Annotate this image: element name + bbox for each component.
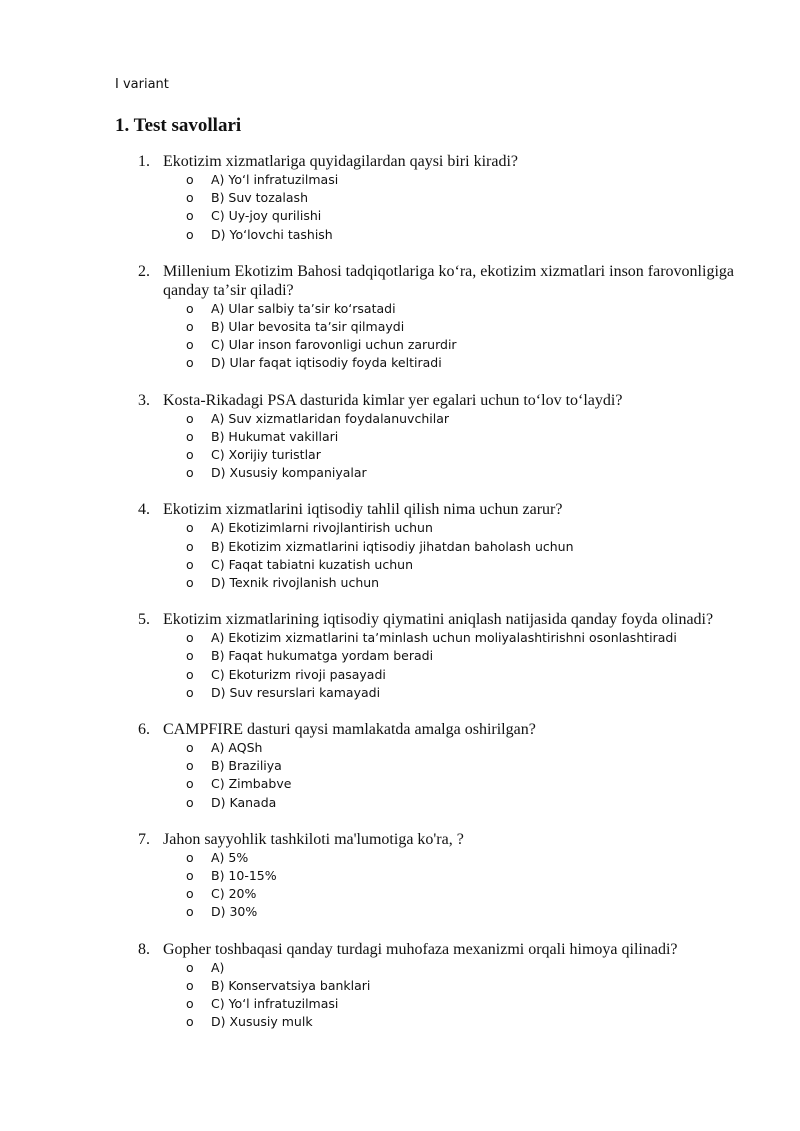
question-line: [0, 830, 800, 849]
question-item: [0, 262, 800, 373]
option-text: B) Konservatsiya banklari: [211, 977, 371, 993]
question-number: 3.: [138, 391, 150, 409]
question-item: [0, 940, 800, 1032]
option-text: B) Faqat hukumatga yordam beradi: [211, 648, 434, 664]
circle-bullet-icon: o: [186, 849, 194, 865]
question-line: [0, 152, 800, 171]
answer-option: [0, 977, 800, 995]
answer-option: [0, 995, 800, 1013]
question-list: [0, 152, 800, 1050]
answer-option: [0, 959, 800, 977]
option-text: B) Ular bevosita taʼsir qilmaydi: [211, 319, 405, 335]
option-text: D) Texnik rivojlanish uchun: [211, 575, 380, 591]
circle-bullet-icon: o: [186, 556, 194, 572]
variant-label: I variant: [115, 77, 169, 92]
question-line: [0, 500, 800, 519]
option-text: B) 10-15%: [211, 868, 277, 884]
circle-bullet-icon: o: [186, 575, 194, 591]
circle-bullet-icon: o: [186, 666, 194, 682]
question-number: 6.: [138, 721, 150, 739]
answer-option: [0, 207, 800, 225]
answer-option: [0, 446, 800, 464]
answer-option: [0, 849, 800, 867]
option-list: [0, 519, 800, 592]
answer-option: [0, 775, 800, 793]
option-text: C) Faqat tabiatni kuzatish uchun: [211, 556, 413, 572]
option-text: C) Xorijiy turistlar: [211, 447, 321, 463]
question-item: [0, 720, 800, 812]
option-text: A) Ekotizim xizmatlarini taʼminlash uchun moliyalashtirishni osonlashtiradi: [211, 630, 677, 646]
circle-bullet-icon: o: [186, 996, 194, 1012]
question-item: [0, 152, 800, 244]
answer-option: [0, 1013, 800, 1031]
circle-bullet-icon: o: [186, 868, 194, 884]
question-item: [0, 610, 800, 702]
circle-bullet-icon: o: [186, 977, 194, 993]
option-text: D) 30%: [211, 904, 258, 920]
question-number: 8.: [138, 940, 150, 958]
question-line: [0, 262, 800, 300]
question-line: [0, 940, 800, 959]
answer-option: [0, 556, 800, 574]
question-text: Jahon sayyohlik tashkiloti ma'lumotiga ko'ra, ?: [163, 830, 464, 848]
option-text: A) 5%: [211, 849, 249, 865]
answer-option: [0, 226, 800, 244]
answer-option: [0, 794, 800, 812]
option-list: [0, 739, 800, 812]
option-text: A) Suv xizmatlaridan foydalanuvchilar: [211, 410, 449, 426]
question-number: 7.: [138, 830, 150, 848]
option-text: C) Ekoturizm rivoji pasayadi: [211, 666, 386, 682]
question-number: 2.: [138, 262, 150, 280]
circle-bullet-icon: o: [186, 740, 194, 756]
question-item: [0, 500, 800, 592]
section-title: 1. Test savollari: [115, 115, 242, 136]
option-text: D) Xususiy mulk: [211, 1014, 313, 1030]
option-text: D) Yo‘lovchi tashish: [211, 226, 333, 242]
option-text: A) AQSh: [211, 740, 263, 756]
answer-option: [0, 574, 800, 592]
circle-bullet-icon: o: [186, 776, 194, 792]
option-list: [0, 300, 800, 373]
question-line: [0, 610, 800, 629]
circle-bullet-icon: o: [186, 172, 194, 187]
question-number: 4.: [138, 501, 150, 519]
circle-bullet-icon: o: [186, 428, 194, 444]
option-text: C) Ular inson farovonligi uchun zarurdir: [211, 337, 457, 353]
circle-bullet-icon: o: [186, 794, 194, 810]
answer-option: [0, 519, 800, 537]
option-text: A) Yo‘l infratuzilmasi: [211, 172, 339, 187]
option-text: C) Uy-joy qurilishi: [211, 208, 322, 224]
question-number: 1.: [138, 153, 150, 170]
answer-option: [0, 336, 800, 354]
option-text: D) Kanada: [211, 794, 277, 810]
circle-bullet-icon: o: [186, 630, 194, 646]
answer-option: [0, 885, 800, 903]
question-text: Kosta-Rikadagi PSA dasturida kimlar yer egalari uchun to‘lov to‘laydi?: [163, 391, 623, 409]
answer-option: [0, 647, 800, 665]
answer-option: [0, 629, 800, 647]
circle-bullet-icon: o: [186, 410, 194, 426]
answer-option: [0, 757, 800, 775]
answer-option: [0, 684, 800, 702]
option-text: B) Ekotizim xizmatlarini iqtisodiy jihatdan baholash uchun: [211, 538, 574, 554]
question-line: [0, 391, 800, 410]
circle-bullet-icon: o: [186, 355, 194, 371]
option-text: B) Braziliya: [211, 758, 282, 774]
option-text: D) Suv resurslari kamayadi: [211, 684, 381, 700]
circle-bullet-icon: o: [186, 190, 194, 206]
answer-option: [0, 300, 800, 318]
question-text: Ekotizim xizmatlarining iqtisodiy qiymatini aniqlash natijasida qanday foyda olinadi?: [163, 611, 714, 629]
circle-bullet-icon: o: [186, 1014, 194, 1030]
question-item: [0, 830, 800, 922]
answer-option: [0, 739, 800, 757]
circle-bullet-icon: o: [186, 648, 194, 664]
answer-option: [0, 903, 800, 921]
option-text: A) Ekotizimlarni rivojlantirish uchun: [211, 520, 433, 536]
circle-bullet-icon: o: [186, 538, 194, 554]
answer-option: [0, 538, 800, 556]
circle-bullet-icon: o: [186, 300, 194, 316]
question-text: Ekotizim xizmatlarini iqtisodiy tahlil qilish nima uchun zarur?: [163, 501, 563, 519]
question-text: Gopher toshbaqasi qanday turdagi muhofaza mexanizmi orqali himoya qilinadi?: [163, 940, 678, 958]
option-list: [0, 410, 800, 483]
option-text: A) Ular salbiy taʼsir ko‘rsatadi: [211, 300, 396, 316]
option-list: [0, 849, 800, 922]
answer-option: [0, 464, 800, 482]
answer-option: [0, 354, 800, 372]
circle-bullet-icon: o: [186, 758, 194, 774]
option-list: [0, 629, 800, 702]
question-line: [0, 720, 800, 739]
option-text: D) Ular faqat iqtisodiy foyda keltiradi: [211, 355, 442, 371]
option-text: B) Suv tozalash: [211, 190, 308, 206]
question-text: Ekotizim xizmatlariga quyidagilardan qaysi biri kiradi?: [163, 153, 518, 170]
answer-option: [0, 171, 800, 189]
question-text: Millenium Ekotizim Bahosi tadqiqotlariga ko‘ra, ekotizim xizmatlari inson farovonligiga qanday taʼsir qiladi?: [163, 262, 734, 299]
option-list: [0, 171, 800, 244]
question-number: 5.: [138, 611, 150, 629]
option-text: D) Xususiy kompaniyalar: [211, 465, 367, 481]
circle-bullet-icon: o: [186, 319, 194, 335]
answer-option: [0, 189, 800, 207]
answer-option: [0, 428, 800, 446]
circle-bullet-icon: o: [186, 337, 194, 353]
option-text: B) Hukumat vakillari: [211, 428, 339, 444]
answer-option: [0, 666, 800, 684]
circle-bullet-icon: o: [186, 447, 194, 463]
option-text: C) Yo‘l infratuzilmasi: [211, 996, 339, 1012]
answer-option: [0, 867, 800, 885]
option-text: A): [211, 959, 225, 975]
circle-bullet-icon: o: [186, 208, 194, 224]
option-text: C) Zimbabve: [211, 776, 292, 792]
circle-bullet-icon: o: [186, 684, 194, 700]
circle-bullet-icon: o: [186, 886, 194, 902]
circle-bullet-icon: o: [186, 465, 194, 481]
question-item: [0, 391, 800, 483]
option-list: [0, 959, 800, 1032]
question-text: CAMPFIRE dasturi qaysi mamlakatda amalga oshirilgan?: [163, 721, 536, 739]
answer-option: [0, 410, 800, 428]
circle-bullet-icon: o: [186, 959, 194, 975]
circle-bullet-icon: o: [186, 226, 194, 242]
circle-bullet-icon: o: [186, 520, 194, 536]
circle-bullet-icon: o: [186, 904, 194, 920]
answer-option: [0, 318, 800, 336]
option-text: C) 20%: [211, 886, 257, 902]
